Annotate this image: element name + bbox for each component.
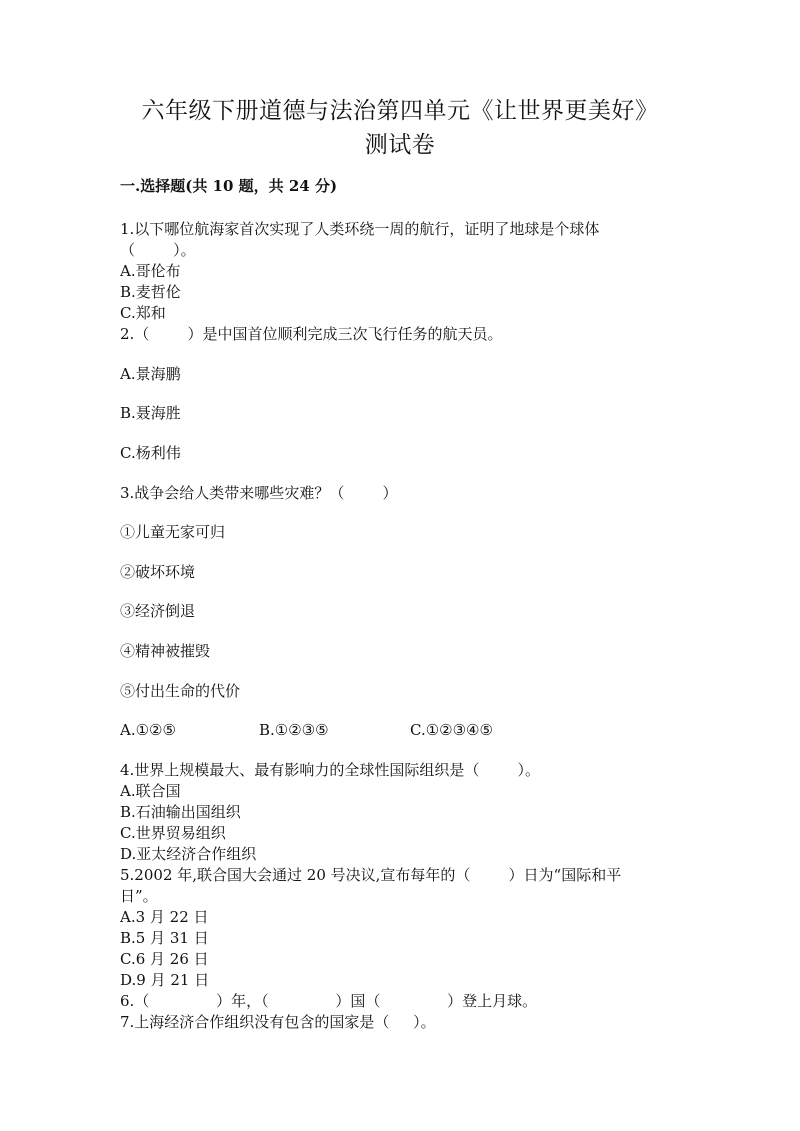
question-4-option-c: C.世界贸易组织 bbox=[120, 824, 226, 842]
page-subtitle: 测试卷 bbox=[364, 132, 436, 158]
question-2-stem: 2.（ ）是中国首位顺利完成三次飞行任务的航天员。 bbox=[120, 325, 503, 343]
question-3-item-3: ③经济倒退 bbox=[120, 602, 196, 620]
question-3-option-a: A.①②⑤ bbox=[120, 721, 176, 739]
question-3-option-b: B.①②③⑤ bbox=[259, 721, 329, 739]
question-1-option-a: A.哥伦布 bbox=[120, 262, 181, 280]
question-1-option-c: C.郑和 bbox=[120, 304, 166, 322]
question-1-stem: 1.以下哪位航海家首次实现了人类环绕一周的航行，证明了地球是个球体 bbox=[120, 220, 600, 238]
question-2-option-a: A.景海鹏 bbox=[120, 365, 181, 383]
question-7-stem: 7.上海经济合作组织没有包含的国家是（ ）。 bbox=[120, 1013, 436, 1031]
question-5-option-c: C.6 月 26 日 bbox=[120, 950, 209, 968]
question-4-stem: 4.世界上规模最大、最有影响力的全球性国际组织是（ ）。 bbox=[120, 761, 540, 779]
question-3-item-1: ①儿童无家可归 bbox=[120, 523, 226, 541]
question-3-item-5: ⑤付出生命的代价 bbox=[120, 682, 241, 700]
question-4-option-b: B.石油输出国组织 bbox=[120, 803, 241, 821]
question-5-stem: 5.2002 年,联合国大会通过 20 号决议,宣布每年的（ ）日为“国际和平 bbox=[120, 866, 622, 884]
question-5-option-d: D.9 月 21 日 bbox=[120, 971, 210, 989]
page-title: 六年级下册道德与法治第四单元《让世界更美好》 bbox=[141, 98, 659, 124]
question-2-option-b: B.聂海胜 bbox=[120, 404, 181, 422]
question-3-stem: 3.战争会给人类带来哪些灾难？（ ） bbox=[120, 484, 398, 502]
question-5-option-b: B.5 月 31 日 bbox=[120, 929, 209, 947]
question-5-option-a: A.3 月 22 日 bbox=[120, 908, 209, 926]
question-3-item-2: ②破坏环境 bbox=[120, 563, 196, 581]
question-5-stem-cont: 日”。 bbox=[120, 887, 158, 905]
question-1-option-b: B.麦哲伦 bbox=[120, 283, 181, 301]
question-3-option-c: C.①②③④⑤ bbox=[410, 721, 493, 739]
question-4-option-a: A.联合国 bbox=[120, 782, 181, 800]
question-3-item-4: ④精神被摧毁 bbox=[120, 642, 211, 660]
question-1-stem-cont: （ ）。 bbox=[120, 241, 196, 259]
question-2-option-c: C.杨利伟 bbox=[120, 444, 181, 462]
question-6-stem: 6.（ ）年，（ ）国（ ）登上月球。 bbox=[120, 992, 538, 1010]
section-heading: 一.选择题(共 10 题，共 24 分) bbox=[120, 177, 338, 195]
question-4-option-d: D.亚太经济合作组织 bbox=[120, 845, 257, 863]
